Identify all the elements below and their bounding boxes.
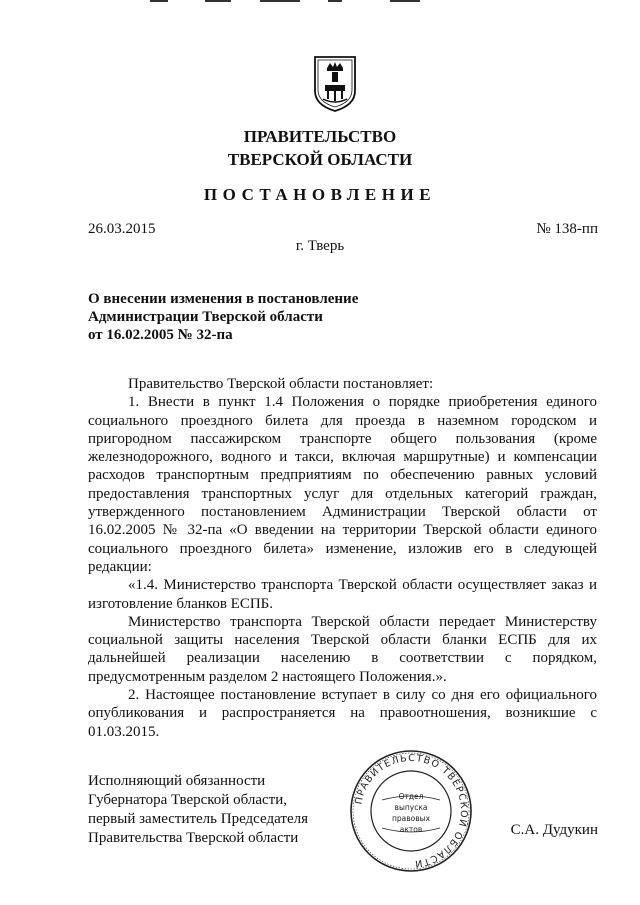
document-body: [88, 375, 597, 741]
document-type-title: ПОСТАНОВЛЕНИЕ: [203, 185, 437, 204]
stamp-center-line: Отдел: [398, 792, 424, 801]
subject-line: О внесении изменения в постановление: [88, 291, 359, 307]
subject-line: Администрации Тверской области: [88, 309, 323, 325]
signer-name: С.А. Дудукин: [510, 822, 598, 838]
region-title: ТВЕРСКОЙ ОБЛАСТИ: [227, 150, 413, 169]
body-paragraph-3: Министерство транспорта Тверской области передает Министерству социальной защиты населения Тверской области бланки ЕСПБ для их дальнейшей реализации населению в соответствии с порядком, предусмотренным разделом 2 настоящего Положения.».: [88, 613, 597, 685]
signature-line: Губернатора Тверской области,: [88, 792, 287, 808]
document-number: № 138-пп: [536, 221, 598, 237]
stamp-ring-text: ПРАВИТЕЛЬСТВО ТВЕРСКОЙ ОБЛАСТИ: [353, 752, 470, 870]
signature-block: [88, 772, 348, 848]
stamp-center-line: актов: [399, 825, 423, 834]
body-paragraph-4: 2. Настоящее постановление вступает в силу со дня его официального опубликования и распространяется на правоотношения, возникшие с 01.03.2015.: [88, 687, 597, 740]
document-date: 26.03.2015: [88, 221, 156, 237]
subject-line: от 16.02.2005 № 32-па: [88, 327, 233, 343]
signature-line: первый заместитель Председателя: [88, 811, 308, 827]
scan-artifact-marks: [150, 0, 450, 4]
body-paragraph-1: 1. Внести в пункт 1.4 Положения о порядке приобретения единого социального проездного билета для проезда в наземном городском и пригородном пассажирском транспорте общего пользования (кроме железнодорожного, водного и такси, включая маршрутные) и компенсации расходов транспортным предприятиям по обеспечению равных условий предоставления транспортных услуг для отдельных категорий граждан, утвержденного постановлением Администрации Тверской области от 16.02.2005 № 32-па «О введении на территории Тверской области единого социального проездного билета» изменение, изложив его в следующей редакции:: [88, 394, 597, 575]
document-city: г. Тверь: [295, 238, 345, 254]
coat-of-arms-icon: [313, 55, 357, 113]
stamp-center-line: правовых: [391, 814, 431, 823]
body-intro: Правительство Тверской области постановляет:: [128, 376, 434, 392]
signature-line: Правительства Тверской области: [88, 830, 299, 846]
body-paragraph-2: «1.4. Министерство транспорта Тверской области осуществляет заказ и изготовление бланков ЕСПБ.: [88, 577, 597, 612]
government-title: ПРАВИТЕЛЬСТВО: [243, 127, 397, 146]
official-stamp: [348, 748, 474, 874]
document-subject: [88, 290, 448, 344]
signature-line: Исполняющий обязанности: [88, 773, 266, 789]
stamp-center-line: выпуска: [394, 803, 428, 812]
